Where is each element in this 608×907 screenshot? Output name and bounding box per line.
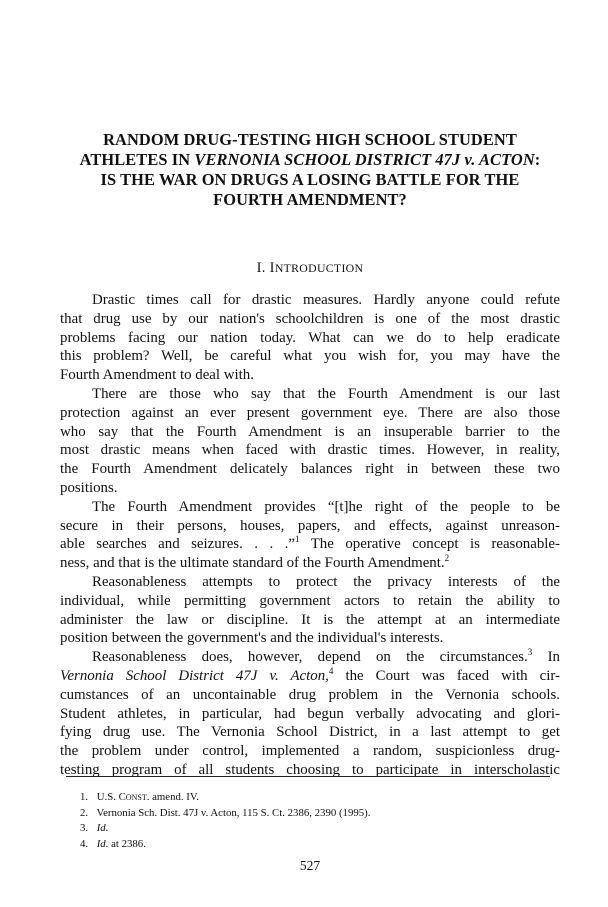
body-line: the problem under control, implemented a random, suspicionless drug- — [60, 743, 560, 760]
body-line: secure in their persons, houses, papers, and effects, against unreason- — [60, 517, 560, 534]
body-line: testing program of all students choosing to participate in interscholastic — [60, 761, 560, 778]
body-text-run: the Court was faced with cir- — [333, 667, 560, 684]
footnote-4 — [80, 837, 550, 853]
footnote-id-signal: Id. — [96, 837, 109, 850]
footnote-ref-1[interactable]: 1 — [295, 534, 300, 545]
footnote-ref-2[interactable]: 2 — [444, 553, 450, 564]
footnote-text: at 2386. — [108, 837, 146, 850]
footnote-ref-4[interactable]: 4 — [328, 665, 334, 676]
body-line: individual, while permitting government actors to retain the ability to — [60, 592, 560, 609]
title-line-2-colon: : — [534, 150, 541, 169]
body-line: Student athletes, in particular, had begun verbally advocating and glori- — [60, 705, 560, 722]
body-line: the Fourth Amendment delicately balances right in between these two — [60, 461, 560, 478]
body-line: cumstances of an uncontainable drug problem in the Vernonia schools. — [60, 686, 560, 703]
footnote-text: Vernonia Sch. Dist. 47J v. Acton, 115 S. Ct. 2386, 2390 (1995). — [96, 806, 371, 819]
footnotes — [80, 790, 550, 852]
body-line: There are those who say that the Fourth Amendment is our last — [92, 385, 560, 402]
section-heading — [60, 259, 560, 277]
title-line-4: FOURTH AMENDMENT? — [213, 190, 407, 209]
body-line: problems facing our nation today. What can we do to help eradicate — [60, 329, 560, 346]
footnote-1 — [80, 790, 550, 806]
body-line: protection against an ever present government eye. There are also those — [60, 404, 560, 421]
body-line — [60, 648, 560, 667]
body-line: most drastic means when faced with drastic times. However, in reality, — [60, 442, 560, 459]
section-title-rest: NTRODUCTION — [274, 261, 364, 275]
title-line-3: IS THE WAR ON DRUGS A LOSING BATTLE FOR THE — [100, 170, 520, 189]
section-title — [270, 260, 364, 276]
case-name: Vernonia School District 47J v. Acton, — [60, 667, 329, 684]
footnote-number: 1. — [80, 791, 89, 803]
footnote-id-signal: Id. — [96, 822, 109, 835]
footnote-divider — [66, 776, 550, 777]
body-line — [60, 554, 560, 573]
body-line: administer the law or discipline. It is the attempt at an intermediate — [60, 611, 560, 628]
body-line: fying drug use. The Vernonia School District, in a last attempt to get — [60, 724, 560, 741]
footnote-2 — [80, 806, 550, 822]
section-number: I. — [256, 260, 266, 276]
page-number: 527 — [299, 858, 321, 873]
body-line: The Fourth Amendment provides “[t]he right of the people to be — [92, 498, 560, 515]
quote-end: able searches and seizures. . . .” — [60, 536, 296, 553]
body-line: Reasonableness attempts to protect the privacy interests of the — [92, 573, 560, 590]
body-line — [60, 667, 560, 686]
footnote-text: amend. IV. — [149, 791, 199, 803]
article-title — [60, 130, 560, 210]
title-case-name: VERNONIA SCHOOL DISTRICT 47J v. ACTON — [194, 150, 535, 169]
footnote-ref-3[interactable]: 3 — [527, 647, 533, 658]
section-title-initial: I — [269, 260, 275, 276]
body-text-run: Reasonableness does, however, depend on the circumstances. — [92, 649, 528, 666]
body-line: this problem? Well, be careful what you wish for, you may have the — [60, 348, 560, 365]
footnote-number: 3. — [80, 822, 89, 835]
body-line: positions. — [60, 479, 118, 496]
body-line: that drug use by our nation's schoolchildren is one of the most drastic — [60, 310, 560, 327]
body-line: Drastic times call for drastic measures. Hardly anyone could refute — [92, 292, 560, 308]
body-line: who say that the Fourth Amendment is an insuperable barrier to the — [60, 423, 560, 440]
footnote-text: U.S. — [96, 791, 119, 803]
body-line: position between the government's and the individual's interests. — [60, 630, 444, 647]
footnote-3 — [80, 821, 550, 837]
footnote-number: 4. — [80, 837, 89, 850]
title-line-2-lead: ATHLETES IN — [79, 150, 195, 169]
body-text — [60, 291, 560, 780]
body-line — [60, 535, 560, 554]
body-text-run: In — [532, 649, 560, 666]
body-text-run: ness, and that is the ultimate standard of the Fourth Amendment. — [60, 555, 445, 572]
body-line: Fourth Amendment to deal with. — [60, 367, 254, 384]
body-text-run: The operative concept is reasonable- — [299, 536, 560, 553]
title-line-2 — [60, 150, 560, 170]
footnote-small-caps: Const. — [118, 791, 150, 803]
title-line-1: RANDOM DRUG-TESTING HIGH SCHOOL STUDENT — [103, 130, 517, 149]
footnote-number: 2. — [80, 806, 89, 819]
